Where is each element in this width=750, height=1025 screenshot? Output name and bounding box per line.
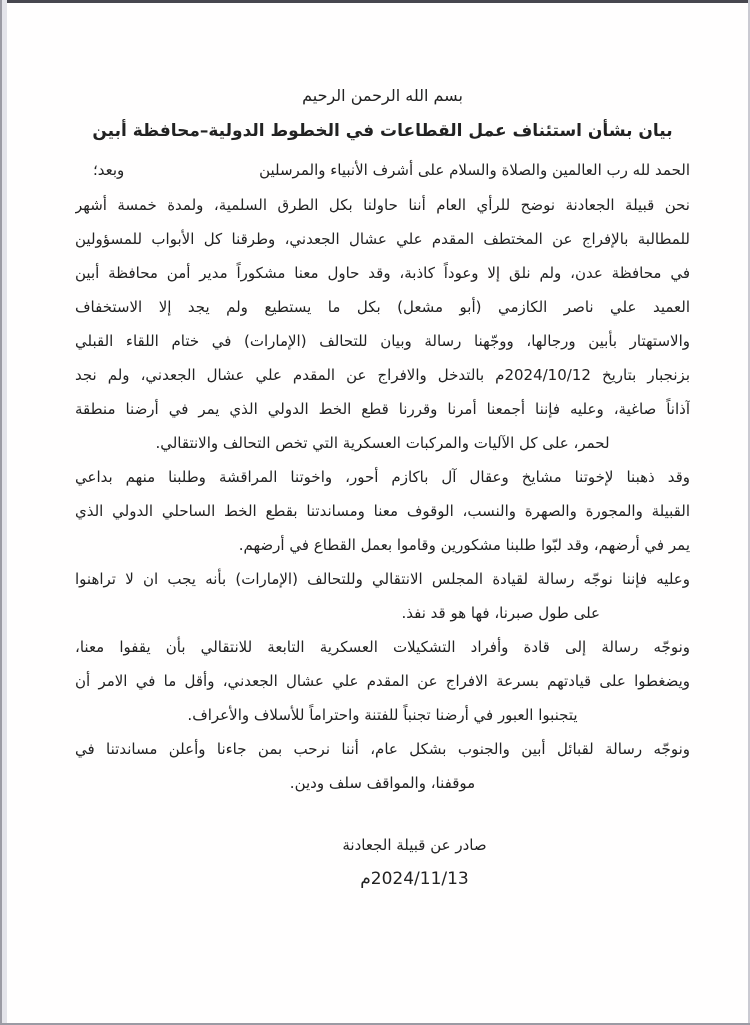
body-line: لحمر، على كل الآليات والمركبات العسكرية التي تخص التحالف والانتقالي. [155,434,610,452]
body-line: ويضغطوا على قيادتهم بسرعة الافراج عن المقدم علي عشال الجعدني، وأقل ما في الامر أن [75,672,690,690]
document-body [75,188,690,800]
body-line: في محافظة عدن، ولم نلق إلا وعوداً كاذبة، وقد حاول معنا مشكوراً مدير أمن محافظة أبين [75,264,690,282]
body-line: آذاناً صاغية، وعليه فإننا أجمعنا أمرنا وقررنا قطع الخط الدولي الذي يمر في أرضنا منطقة [75,400,690,418]
body-line: العميد علي ناصر الكازمي (أبو مشعل) بكل ما يستطيع ولم يجد إلا الاستخفاف [75,298,690,316]
body-line: يمر في أرضهم، وقد لبّوا طلبنا مشكورين وقاموا بعمل القطاع في أرضهم. [238,536,690,554]
issuer-line: صادر عن قبيلة الجعادنة [342,836,487,854]
body-line: ونوجّه رسالة إلى قادة وأفراد التشكيلات العسكرية التابعة للانتقالي بأن يقفوا معنا، [75,638,690,656]
preamble-tail-text: وبعد؛ [93,161,125,179]
body-line: للمطالبة بالإفراج عن المختطف المقدم علي عشال الجعدني، وطرقنا كل الأبواب للمسؤولين [75,230,690,248]
document-title: بيان بشأن استئناف عمل القطاعات في الخطوط الدولية–محافظة أبين [92,121,673,141]
body-line: على طول صبرنا، فها هو قد نفذ. [401,604,600,622]
body-line: بزنجبار بتاريخ 2024/10/12م بالتدخل والافراج عن المقدم علي عشال الجعدني، ولم نجد [75,366,690,384]
basmala-line: بسم الله الرحمن الرحيم [302,86,463,105]
body-line: وعليه فإننا نوجّه رسالة لقيادة المجلس الانتقالي وللتحالف (الإمارات) بأنه يجب ان لا تراهنوا [75,570,690,588]
body-line: القبيلة والمجورة والصهرة والنسب، الوقوف معنا ومساندتنا بقطع الخط الساحلي الدولي الذي [75,502,690,520]
body-line: نحن قبيلة الجعادنة نوضح للرأي العام أننا حاولنا بكل الطرق السلمية، ولمدة خمسة أشهر [75,196,690,214]
document-footer [107,828,722,896]
preamble-main-text: الحمد لله رب العالمين والصلاة والسلام على أشرف الأنبياء والمرسلين [259,161,690,179]
body-line: موقفنا، والمواقف سلف ودين. [289,774,476,792]
body-line: والاستهتار بأبين ورجالها، ووجّهنا رسالة وبيان للتحالف (الإمارات) في ختام اللقاء القبلي [75,332,690,350]
body-line: وقد ذهبنا لإخوتنا مشايخ وعقال آل باكازم أحور، واخوتنا المراقشة وطلبنا منهم بداعي [75,468,690,486]
body-line: يتجنبوا العبور في أرضنا تجنباً للفتنة واحتراماً للأسلاف والأعراف. [187,706,578,724]
body-line: ونوجّه رسالة لقبائل أبين والجنوب بشكل عام، أننا نرحب بمن جاءنا وأعلن مساندتنا في [75,740,690,758]
preamble-line [75,153,690,188]
date-line: 2024/11/13م [360,869,469,889]
